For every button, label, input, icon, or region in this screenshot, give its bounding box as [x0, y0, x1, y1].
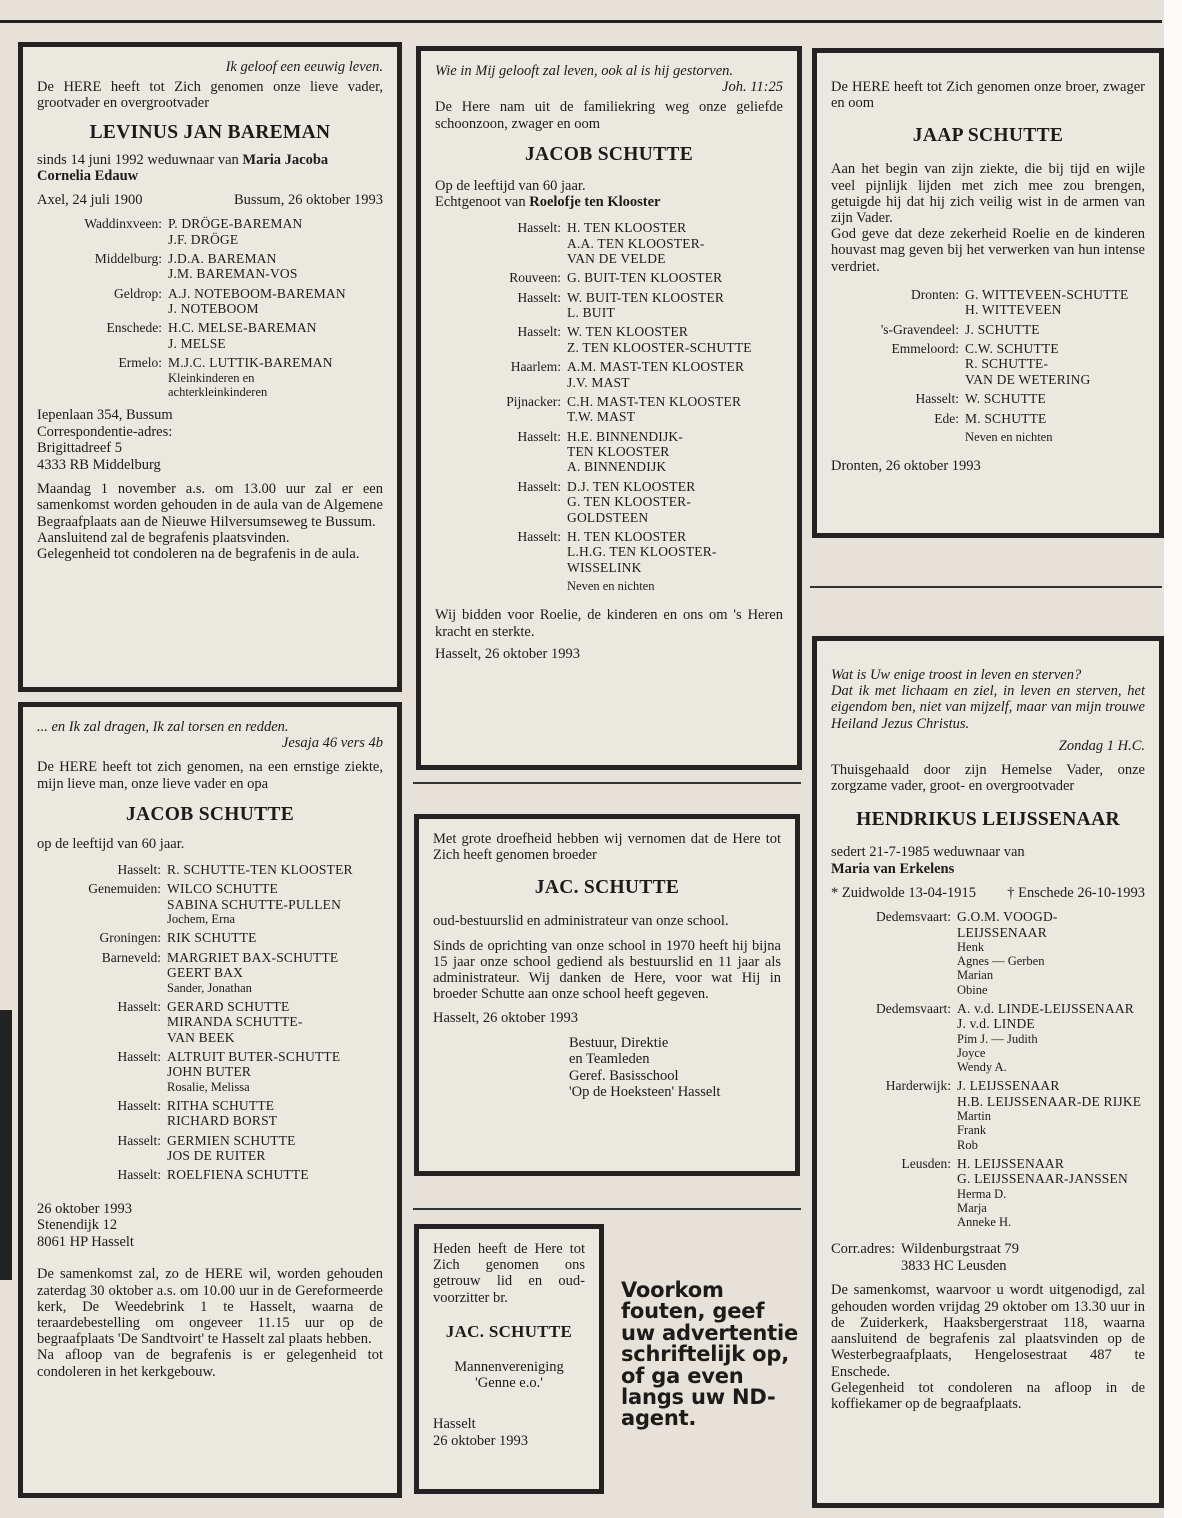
family-people: H.C. MELSE-BAREMAN J. MELSE: [168, 320, 317, 351]
body-text: Aan het begin van zijn ziekte, die bij tijd en wijle veel pijnlijk lijden met zich mee zou brengen, getuigde hij dat hij zich veilig wist in de armen van zijn Vader.: [831, 161, 1145, 226]
condole-text: Gelegenheid tot condoleren na de begrafenis in de aula.: [37, 546, 360, 563]
place-date: Hasselt 26 oktober 1993: [433, 1416, 529, 1449]
family-people: P. DRÖGE-BAREMAN J.F. DRÖGE: [168, 216, 303, 247]
family-place: Harderwijk:: [885, 1078, 951, 1094]
verse: Joh. 11:25: [722, 79, 783, 96]
column-divider: [413, 1208, 801, 1210]
deceased-name: JAC. SCHUTTE: [445, 1321, 573, 1341]
deceased-name: HENDRIKUS LEIJSSENAAR: [856, 808, 1120, 830]
deceased-name: LEVINUS JAN BAREMAN: [89, 121, 331, 143]
dates: [831, 885, 1145, 901]
place-date: Dronten, 26 oktober 1993: [831, 458, 981, 475]
role: oud-bestuurslid en administrateur van onze school.: [433, 913, 729, 930]
notice-school: [414, 814, 800, 1176]
family-place: Leusden:: [901, 1155, 951, 1171]
intro: De HERE heeft tot Zich genomen onze broer, zwager en oom: [831, 79, 1145, 112]
family-people: WILCO SCHUTTE SABINA SCHUTTE-PULLEN Jochem, Erna: [167, 881, 342, 927]
family-people: RIK SCHUTTE: [167, 930, 257, 946]
family-people: H. TEN KLOOSTER A.A. TEN KLOOSTER- VAN DE VELDE: [567, 220, 705, 266]
family-place: Hasselt:: [117, 1048, 161, 1064]
family-place: Hasselt:: [117, 1132, 161, 1148]
family-place: Hasselt:: [517, 220, 561, 236]
motto-answer: Dat ik met lichaam en ziel, in leven en sterven, het eigendom ben, niet van mijzelf, maar van mijn trouwe Heiland Jezus Christus.: [831, 683, 1145, 732]
family-people: G.O.M. VOOGD- LEIJSSENAAR Henk Agnes — Gerben Marian Obine: [957, 909, 1058, 997]
family-people: GERARD SCHUTTE MIRANDA SCHUTTE- VAN BEEK: [167, 998, 303, 1045]
motto: ... en Ik zal dragen, Ik zal torsen en redden.: [37, 719, 289, 735]
family-list: [831, 287, 1145, 448]
intro: Heden heeft de Here tot Zich genomen ons getrouw lid en oud-voorzitter br.: [433, 1241, 585, 1306]
family-people: M. SCHUTTE Neven en nichten: [965, 410, 1053, 444]
dates: [37, 192, 383, 208]
family-people: C.H. MAST-TEN KLOOSTER T.W. MAST: [567, 393, 742, 425]
body-text: Sinds de oprichting van onze school in 1970 heeft hij bijna 15 jaar onze school gediend als bestuurslid en 11 jaar als administrateur. Wij danken de Here, voor wat Hij in broeder Schutte aan onze school heeft gegeven.: [433, 937, 781, 1003]
family-list: [831, 909, 1145, 1233]
address: 26 oktober 1993 Stenendijk 12 8061 HP Hasselt: [37, 1200, 134, 1250]
family-place: Dronten:: [911, 286, 959, 302]
family-place: Pijnacker:: [506, 393, 561, 409]
family-place: Waddinxveen:: [84, 216, 162, 232]
club-name: Mannenvereniging 'Genne e.o.': [454, 1358, 564, 1392]
motto: Wie in Mij gelooft zal leven, ook al is hij gestorven.: [435, 63, 734, 79]
family-list: [37, 216, 383, 403]
spouse: Maria van Erkelens: [831, 860, 955, 877]
family-place: Hasselt:: [517, 478, 561, 494]
wish-text: God geve dat deze zekerheid Roelie en de kinderen houvast mag geven bij het verwerken van hun intense verdriet.: [831, 226, 1145, 275]
service-text: De samenkomst zal, zo de HERE wil, worden gehouden zaterdag 30 oktober a.s. om 10.00 uur in de Gereformeerde kerk, De Weedebrink 1 te Hasselt, waarna de teraardebestelling om ongeveer 11.15 uur op de begraafplaats 'De Sandtvoirt' te Hasselt zal plaats hebben.: [37, 1266, 383, 1348]
died: Bussum, 26 oktober 1993: [233, 192, 383, 208]
deceased-name: JACOB SCHUTTE: [524, 143, 694, 165]
born: * Zuidwolde 13-04-1915: [831, 884, 976, 901]
family-place: Hasselt:: [517, 528, 561, 544]
age: op de leeftijd van 60 jaar.: [37, 835, 185, 852]
motto: Ik geloof een eeuwig leven.: [225, 59, 383, 75]
family-people: G. WITTEVEEN-SCHUTTE H. WITTEVEEN: [965, 286, 1129, 318]
family-people: C.W. SCHUTTE R. SCHUTTE- VAN DE WETERING: [965, 341, 1091, 387]
age: Op de leeftijd van 60 jaar.: [435, 177, 586, 194]
left-column-stub: [0, 1010, 12, 1280]
family-place: Genemuiden:: [88, 881, 161, 897]
family-people: A.M. MAST-TEN KLOOSTER J.V. MAST: [567, 359, 745, 390]
family-people: H. LEIJSSENAAR G. LEIJSSENAAR-JANSSEN Herma D. Marja Anneke H.: [957, 1155, 1128, 1230]
notice-mens-club: [414, 1224, 604, 1494]
widower-line: sinds 14 juni 1992 weduwnaar van Maria Jacoba Cornelia Edauw: [37, 151, 329, 184]
family-people: W. BUIT-TEN KLOOSTER L. BUIT: [567, 289, 725, 321]
family-people: G. BUIT-TEN KLOOSTER: [567, 270, 723, 286]
family-list: [37, 862, 383, 1187]
intro: De HERE heeft tot Zich genomen onze lieve vader, grootvader en overgrootvader: [37, 79, 383, 112]
place-date: Hasselt, 26 oktober 1993: [435, 645, 580, 662]
family-people: J.D.A. BAREMAN J.M. BAREMAN-VOS: [168, 250, 298, 282]
top-rule: [0, 20, 1162, 23]
family-place: Hasselt:: [517, 428, 561, 444]
family-people: ALTRUIT BUTER-SCHUTTE JOHN BUTER Rosalie, Melissa: [167, 1048, 341, 1094]
born: Axel, 24 juli 1900: [37, 192, 143, 208]
condole-text: Gelegenheid tot condoleren na afloop in de koffiekamer op de begraafplaats.: [831, 1379, 1145, 1413]
family-people: H. TEN KLOOSTER L.H.G. TEN KLOOSTER- WISSELINK Neven en nichten: [567, 528, 717, 594]
family-place: Barneveld:: [101, 949, 161, 965]
family-people: RITHA SCHUTTE RICHARD BORST: [167, 1097, 278, 1129]
family-people: R. SCHUTTE-TEN KLOOSTER: [167, 862, 353, 877]
family-place: Rouveen:: [509, 270, 561, 286]
family-place: Hasselt:: [517, 324, 561, 340]
family-place: Dedemsvaart:: [876, 909, 951, 925]
family-place: Hasselt:: [517, 289, 561, 305]
spouse-line: Echtgenoot van Roelofje ten Klooster: [435, 194, 661, 210]
family-people: ROELFIENA SCHUTTE: [167, 1167, 309, 1183]
family-place: Ede:: [934, 410, 959, 426]
deceased-name: JAAP SCHUTTE: [912, 125, 1064, 147]
intro: De Here nam uit de familiekring weg onze geliefde schoonzoon, zwager en oom: [435, 99, 783, 132]
intro: De HERE heeft tot zich genomen, na een ernstige ziekte, mijn lieve man, onze lieve vader en opa: [37, 759, 383, 792]
notice-bareman: [18, 42, 402, 692]
condole-text: Na afloop van de begrafenis is er gelegenheid tot condoleren in het kerkgebouw.: [37, 1347, 383, 1380]
intro: Thuisgehaald door zijn Hemelse Vader, onze zorgzame vader, groot- en overgrootvader: [831, 762, 1145, 795]
signature: Bestuur, Direktie en Teamleden Geref. Basisschool 'Op de Hoeksteen' Hasselt: [569, 1034, 721, 1101]
notice-jaap-schutte: [812, 48, 1164, 538]
family-place: Haarlem:: [510, 359, 561, 375]
family-people: W. SCHUTTE: [965, 391, 1047, 407]
place-date: Hasselt, 26 oktober 1993: [433, 1010, 578, 1027]
family-place: Geldrop:: [114, 285, 162, 301]
promo-block: Voorkom fouten, geef uw advertentie schriftelijk op, of ga even langs uw ND- agent.: [621, 1278, 799, 1431]
notice-jacob-schutte-inlaws: [416, 46, 802, 770]
family-place: Middelburg:: [94, 250, 162, 266]
page-edge: [1164, 0, 1182, 1518]
family-people: A.J. NOTEBOOM-BAREMAN J. NOTEBOOM: [168, 285, 346, 317]
family-place: Hasselt:: [117, 862, 161, 877]
family-place: Hasselt:: [117, 1167, 161, 1183]
family-place: Hasselt:: [915, 391, 959, 407]
family-people: J. SCHUTTE: [965, 321, 1040, 337]
notice-jacob-schutte-family: [18, 702, 402, 1498]
intro: Met grote droefheid hebben wij vernomen dat de Here tot Zich heeft genomen broeder: [433, 831, 781, 864]
service-text: De samenkomst, waarvoor u wordt uitgenodigd, zal gehouden worden vrijdag 29 oktober om 13.30 uur in de Zuiderkerk, Haaksbergerstraat 118, waarna aansluitend de begrafenis zal plaatsvinden op de Westerbegraafplaats, Hengelosestraat 487 te Enschede.: [831, 1282, 1145, 1380]
family-people: H.E. BINNENDIJK- TEN KLOOSTER A. BINNENDIJK: [567, 428, 684, 475]
family-people: D.J. TEN KLOOSTER G. TEN KLOOSTER- GOLDSTEEN: [567, 478, 696, 525]
service-text: Maandag 1 november a.s. om 13.00 uur zal er een samenkomst worden gehouden in de aula van de Algemene Begraafplaats aan de Nieuwe Hilversumseweg te Bussum.: [37, 481, 383, 530]
verse: Jesaja 46 vers 4b: [281, 735, 383, 752]
deceased-name: JAC. SCHUTTE: [534, 877, 680, 899]
family-people: W. TEN KLOOSTER Z. TEN KLOOSTER-SCHUTTE: [567, 324, 752, 355]
deceased-name: JACOB SCHUTTE: [125, 803, 295, 825]
address: Iepenlaan 354, Bussum Correspondentie-adres: Brigittadreef 5 4333 RB Middelburg: [37, 407, 173, 473]
family-people: GERMIEN SCHUTTE JOS DE RUITER: [167, 1132, 296, 1163]
family-place: Ermelo:: [118, 355, 162, 371]
family-list: [435, 220, 783, 597]
family-people: J. LEIJSSENAAR H.B. LEIJSSENAAR-DE RIJKE Martin Frank Rob: [957, 1078, 1142, 1152]
family-place: Hasselt:: [117, 1097, 161, 1113]
motto-source: Zondag 1 H.C.: [1058, 737, 1145, 754]
family-people: M.J.C. LUTTIK-BAREMAN Kleinkinderen en achterkleinkinderen: [168, 355, 333, 399]
burial-text: Aansluitend zal de begrafenis plaatsvinden.: [37, 529, 290, 546]
died: † Enschede 26-10-1993: [1007, 884, 1145, 901]
family-people: A. v.d. LINDE-LEIJSSENAAR J. v.d. LINDE Pim J. — Judith Joyce Wendy A.: [957, 1000, 1134, 1075]
family-place: Enschede:: [106, 320, 162, 336]
family-place: Groningen:: [99, 930, 161, 946]
notice-leijssenaar: [812, 636, 1164, 1508]
correspondence-address: Corr.adres: Wildenburgstraat 79 3833 HC Leusden: [831, 1241, 1019, 1274]
family-place: 's-Gravendeel:: [880, 321, 959, 337]
family-people: MARGRIET BAX-SCHUTTE GEERT BAX Sander, Jonathan: [167, 949, 339, 995]
prayer-text: Wij bidden voor Roelie, de kinderen en ons om 's Heren kracht en sterkte.: [435, 607, 783, 640]
widower-line: sedert 21-7-1985 weduwnaar van: [831, 844, 1025, 861]
family-place: Hasselt:: [117, 998, 161, 1014]
family-place: Dedemsvaart:: [876, 1000, 951, 1016]
motto-question: Wat is Uw enige troost in leven en sterven?: [831, 667, 1082, 683]
family-place: Emmeloord:: [891, 341, 959, 357]
column-divider: [413, 782, 801, 784]
column-divider: [810, 586, 1162, 588]
